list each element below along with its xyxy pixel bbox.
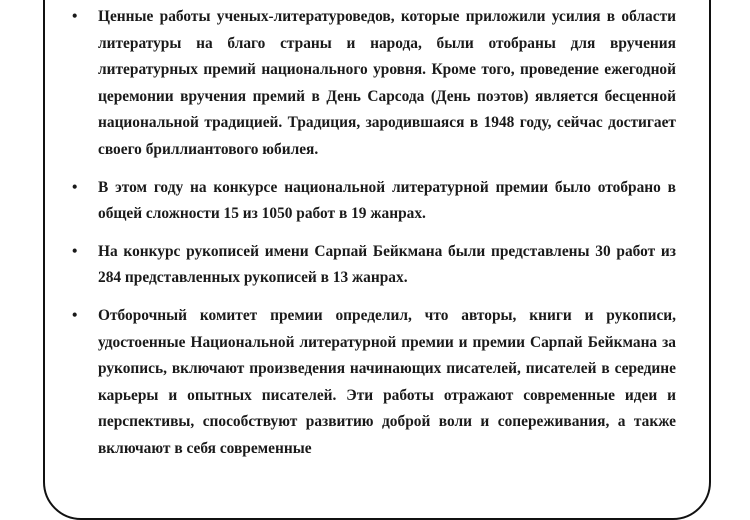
bullet-icon: • [72,306,78,324]
list-item [70,303,676,463]
list-item [70,175,676,228]
paragraph-text: Ценные работы ученых-литературоведов, которые приложили усилия в области литературы на благо страны и народа, были отобраны для вручения литературных премий национального уровня. Кроме того, проведение ежегодной церемонии вручения премий в День Сарсода (День поэтов) является бесценной национальной традицией. Традиция, зародившаяся в 1948 году, сейчас достигает своего бриллиантового юбилея. [98,8,676,158]
paragraph-text: На конкурс рукописей имени Сарпай Бейкмана были представлены 30 работ из 284 представленных рукописей в 13 жанрах. [98,242,676,287]
document-body [70,4,676,474]
paragraph-text: В этом году на конкурсе национальной литературной премии было отобрано в общей сложности 15 из 1050 работ в 19 жанрах. [98,178,676,223]
paragraph-text: Отборочный комитет премии определил, что авторы, книги и рукописи, удостоенные Национальной литературной премии и премии Сарпай Бейкмана за рукопись, включают произведения начинающих писателей, писателей в середине карьеры и опытных писателей. Эти работы отражают современные идеи и перспективы, способствуют развитию доброй воли и сопереживания, а также включают в себя современные [98,306,676,457]
bullet-icon: • [72,8,78,25]
list-item [70,239,676,292]
bullet-icon: • [72,242,78,260]
bullet-icon: • [72,178,78,196]
list-item [70,4,676,164]
bullet-list [70,4,676,463]
